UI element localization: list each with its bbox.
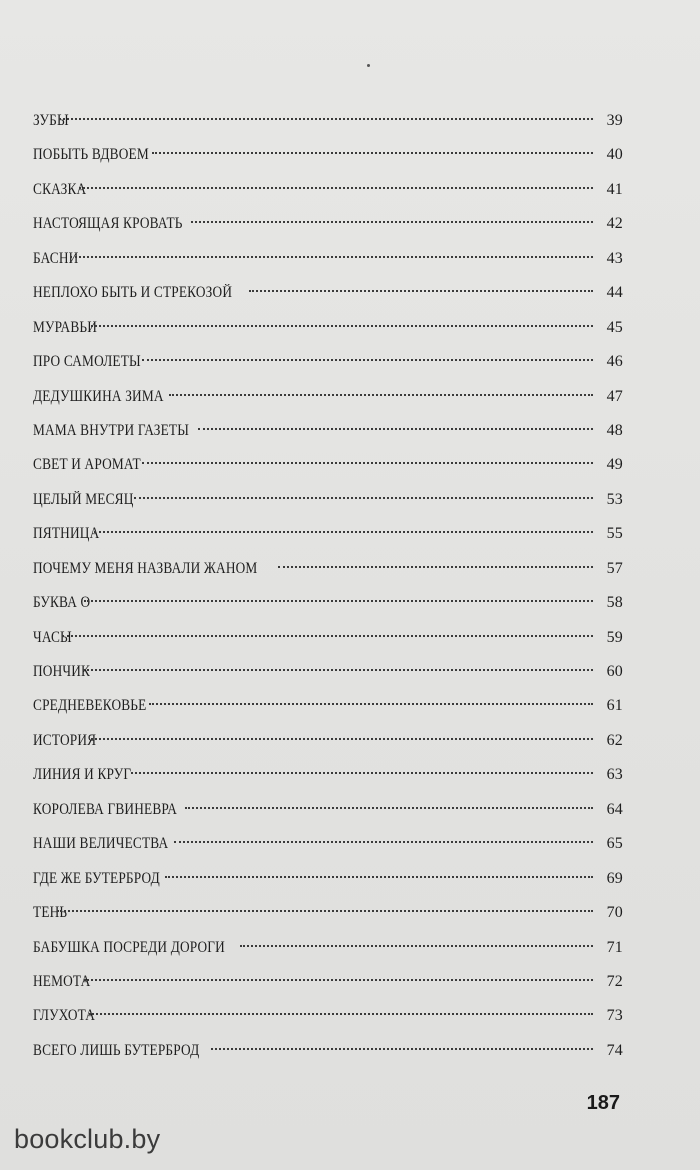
toc-entry-page: 55 [606,525,623,543]
toc-entry-page: 58 [606,594,623,612]
toc-entry [33,380,623,414]
toc-entry-title: ПОБЫТЬ ВДВОЕМ [33,146,149,164]
toc-entry-title: БУКВА О [33,594,91,612]
toc-entry [33,552,623,586]
toc-entry [33,931,623,965]
toc-entry-title: СКАЗКА [33,180,87,198]
toc-entry [33,104,623,138]
dot-leader [169,394,593,396]
toc-entry-title: ТЕНЬ [33,904,68,922]
dot-leader [142,359,593,361]
toc-entry-page: 47 [606,387,623,405]
dot-leader [185,807,593,809]
toc-entry-title: ЧАСЫ [33,628,72,646]
toc-entry-title: ПОЧЕМУ МЕНЯ НАЗВАЛИ ЖАНОМ [33,559,258,577]
toc-entry [33,862,623,896]
toc-entry [33,689,623,723]
dot-leader [142,462,593,464]
toc-entry-page: 59 [606,628,623,646]
toc-entry-page: 73 [606,1007,623,1025]
toc-entry-page: 53 [606,490,623,508]
toc-entry-title: МУРАВЬИ [33,318,98,336]
toc-entry-page: 63 [606,766,623,784]
toc-entry-title: ВСЕГО ЛИШЬ БУТЕРБРОД [33,1041,200,1059]
toc-entry-page: 69 [606,869,623,887]
toc-entry [33,448,623,482]
toc-entry-title: СРЕДНЕВЕКОВЬЕ [33,697,147,715]
toc-entry-page: 40 [606,146,623,164]
dot-leader [165,876,593,878]
toc-entry-title: ДЕДУШКИНА ЗИМА [33,387,164,405]
toc-entry [33,242,623,276]
print-speck [367,64,370,67]
dot-leader [79,187,593,189]
dot-leader [240,945,593,947]
toc-entry-page: 45 [606,318,623,336]
toc-entry-page: 46 [606,353,623,371]
watermark: bookclub.by [14,1124,161,1154]
toc-entry [33,1034,623,1068]
toc-entry-title: ПЯТНИЦА [33,525,100,543]
toc-entry-page: 39 [606,112,623,129]
toc-entry-title: НЕМОТА [33,972,91,990]
dot-leader [149,703,593,705]
toc-entry-page: 70 [606,904,623,922]
toc-entry-title: ГДЕ ЖЕ БУТЕРБРОД [33,869,160,887]
toc-entry [33,896,623,930]
toc-entry-title: МАМА ВНУТРИ ГАЗЕТЫ [33,421,189,439]
dot-leader [59,118,593,120]
toc-entry-page: 44 [606,284,623,302]
dot-leader [84,600,593,602]
dot-leader [134,497,593,499]
toc-entry-title: СВЕТ И АРОМАТ [33,456,141,474]
toc-entry-page: 49 [606,456,623,474]
toc-entry-page: 62 [606,731,623,749]
toc-entry [33,621,623,655]
dot-leader [84,979,593,981]
dot-leader [131,772,593,774]
toc-entry-title: ЗУБЫ [33,112,69,129]
dot-leader [57,910,593,912]
table-of-contents [33,104,623,1068]
toc-entry [33,311,623,345]
toc-entry-page: 74 [606,1041,623,1059]
toc-entry [33,517,623,551]
toc-entry-page: 60 [606,663,623,680]
toc-entry [33,483,623,517]
toc-entry-page: 42 [606,215,623,233]
toc-entry [33,724,623,758]
dot-leader [83,669,593,671]
toc-entry-title: БАСНИ [33,249,79,267]
dot-leader [94,531,593,533]
dot-leader [191,221,593,223]
toc-entry [33,414,623,448]
toc-entry [33,173,623,207]
toc-entry-title: КОРОЛЕВА ГВИНЕВРА [33,800,178,818]
toc-entry-page: 64 [606,800,623,818]
toc-entry-title: ИСТОРИЯ [33,731,97,749]
toc-entry-page: 72 [606,972,623,990]
toc-entry-title: ПОНЧИК [33,663,91,680]
toc-entry [33,758,623,792]
dot-leader [91,738,593,740]
dot-leader [89,1013,593,1015]
toc-entry [33,138,623,172]
toc-entry-title: НАШИ ВЕЛИЧЕСТВА [33,835,169,853]
dot-leader [249,290,593,292]
dot-leader [174,841,593,843]
toc-entry [33,276,623,310]
toc-entry [33,345,623,379]
toc-entry-page: 41 [606,180,623,198]
toc-entry-title: ПРО САМОЛЕТЫ [33,353,141,371]
toc-entry-page: 71 [606,938,623,956]
toc-entry-title: ГЛУХОТА [33,1007,96,1025]
toc-entry [33,793,623,827]
toc-entry [33,586,623,620]
dot-leader [198,428,593,430]
toc-entry-page: 61 [606,697,623,715]
toc-entry [33,207,623,241]
toc-entry [33,999,623,1033]
dot-leader [91,325,593,327]
dot-leader [278,566,593,568]
dot-leader [152,152,593,154]
toc-entry-page: 48 [606,421,623,439]
toc-entry [33,827,623,861]
toc-entry-title: ЦЕЛЫЙ МЕСЯЦ [33,490,134,508]
toc-entry-title: ЛИНИЯ И КРУГ [33,766,132,784]
dot-leader [70,256,593,258]
toc-entry [33,965,623,999]
toc-entry-title: НЕПЛОХО БЫТЬ И СТРЕКОЗОЙ [33,284,233,302]
toc-entry-page: 43 [606,249,623,267]
toc-entry-page: 65 [606,835,623,853]
toc-entry-title: НАСТОЯЩАЯ КРОВАТЬ [33,215,183,233]
toc-entry-page: 57 [606,559,623,577]
page-number: 187 [586,1092,620,1114]
toc-entry-title: БАБУШКА ПОСРЕДИ ДОРОГИ [33,938,225,956]
dot-leader [211,1048,594,1050]
dot-leader [62,635,593,637]
toc-entry [33,655,623,689]
